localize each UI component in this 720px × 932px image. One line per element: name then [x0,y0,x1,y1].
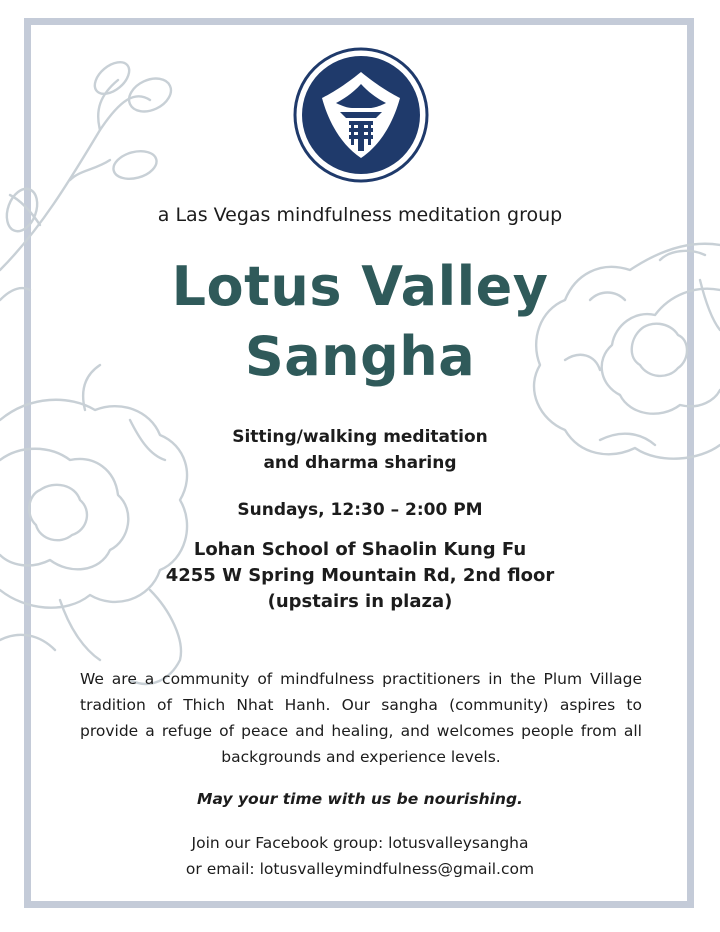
title-line-1: Lotus Valley [171,255,549,318]
page-title [0,252,720,392]
activity-line-1: Sitting/walking meditation [232,427,488,447]
venue-note: (upstairs in plaza) [267,591,453,612]
tagline: a Las Vegas mindfulness meditation group [157,204,563,226]
schedule-time: Sundays, 12:30 – 2:00 PM [237,500,483,520]
lotus-pagoda-logo [292,46,430,184]
motto: May your time with us be nourishing. [197,790,523,808]
activity-description [0,424,720,476]
title-line-2: Sangha [244,325,476,388]
activity-line-2: and dharma sharing [263,453,457,473]
contact-block [0,830,720,882]
about-paragraph: We are a community of mindfulness practitioners in the Plum Village tradition of Thich Nhat Hanh. Our sangha (community) aspires to provide a refuge of peace and healing, and welcomes people from all backgrounds and experience levels. [80,670,642,766]
facebook-group-link[interactable]: Join our Facebook group: lotusvalleysangha [191,834,529,852]
venue-name: Lohan School of Shaolin Kung Fu [193,539,527,560]
venue-block [0,537,720,615]
left-peony-drawing [0,365,187,684]
email-link[interactable]: or email: lotusvalleymindfulness@gmail.com [185,860,535,878]
venue-address: 4255 W Spring Mountain Rd, 2nd floor [165,565,555,586]
